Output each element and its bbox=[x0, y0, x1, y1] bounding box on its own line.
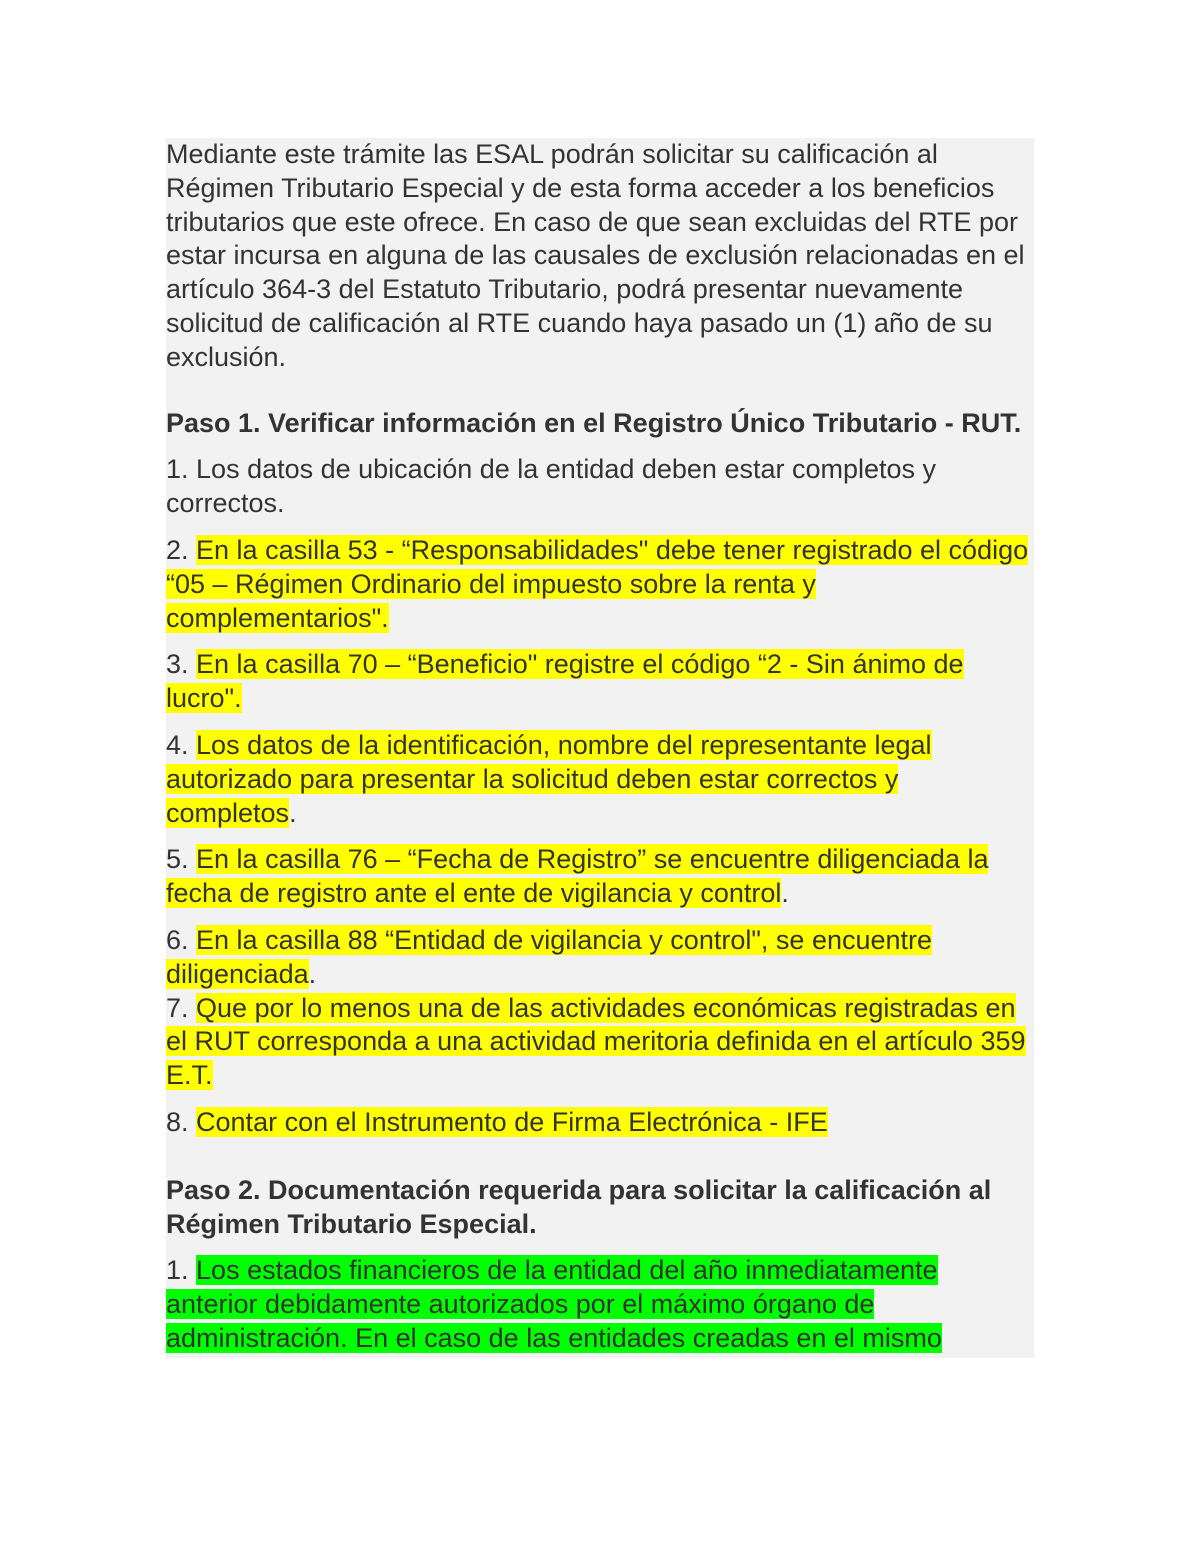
step2-item-1: 1. Los estados financieros de la entidad del año inmediatamente anterior debidamente autorizados por el máximo órgano de administración. En el caso de las entidades creadas en el mismo bbox=[166, 1255, 942, 1353]
step2-heading: Paso 2. Documentación requerida para solicitar la calificación al Régimen Tributario Especial. bbox=[166, 1174, 992, 1239]
step1-heading: Paso 1. Verificar información en el Registro Único Tributario - RUT. bbox=[166, 407, 1022, 438]
highlight-yellow: Los datos de la identificación, nombre del representante legal autorizado para presentar la solicitud deben estar correctos y completos bbox=[166, 729, 932, 828]
step1-item-7: 7. Que por lo menos una de las actividades económicas registradas en el RUT corresponda a una actividad meritoria definida en el artículo 359 E.T. bbox=[166, 992, 1026, 1091]
step1-item-4: 4. Los datos de la identificación, nombre del representante legal autorizado para presentar la solicitud deben estar correctos y completos. bbox=[166, 729, 932, 828]
step1-item-6: 6. En la casilla 88 “Entidad de vigilancia y control", se encuentre diligenciada. bbox=[166, 924, 933, 989]
highlight-green: Los estados financieros de la entidad del año inmediatamente anterior debidamente autorizados por el máximo órgano de administración. En el caso de las entidades creadas en el mismo bbox=[166, 1255, 942, 1353]
document-body bbox=[166, 138, 1034, 1358]
highlight-yellow: Contar con el Instrumento de Firma Electrónica - IFE bbox=[196, 1106, 828, 1137]
step1-item-3: 3. En la casilla 70 – “Beneficio" registre el código “2 - Sin ánimo de lucro". bbox=[166, 649, 964, 714]
highlight-yellow: Que por lo menos una de las actividades económicas registradas en el RUT corresponda a una actividad meritoria definida en el artículo 359 E.T. bbox=[166, 992, 1026, 1091]
highlight-yellow: En la casilla 76 – “Fecha de Registro” se encuentre diligenciada la fecha de registro ante el ente de vigilancia y control bbox=[166, 844, 989, 909]
step1-item-5: 5. En la casilla 76 – “Fecha de Registro” se encuentre diligenciada la fecha de registro ante el ente de vigilancia y control. bbox=[166, 844, 989, 909]
step1-item-8: 8. Contar con el Instrumento de Firma Electrónica - IFE bbox=[166, 1106, 828, 1137]
intro-paragraph: Mediante este trámite las ESAL podrán solicitar su calificación al Régimen Tributario Especial y de esta forma acceder a los beneficios tributarios que este ofrece. En caso de que sean excluidas del RTE por estar incursa en alguna de las causales de exclusión relacionadas en el artículo 364-3 del Estatuto Tributario, podrá presentar nuevamente solicitud de calificación al RTE cuando haya pasado un (1) año de su exclusión. bbox=[166, 139, 1025, 372]
highlight-yellow: En la casilla 53 - “Responsabilidades" debe tener registrado el código “05 – Régimen Ordinario del impuesto sobre la renta y complementarios". bbox=[166, 534, 1029, 633]
step1-item-2: 2. En la casilla 53 - “Responsabilidades" debe tener registrado el código “05 – Régimen Ordinario del impuesto sobre la renta y complementarios". bbox=[166, 534, 1029, 633]
highlight-yellow: En la casilla 88 “Entidad de vigilancia y control", se encuentre diligenciada bbox=[166, 924, 933, 989]
step1-item-1: 1. Los datos de ubicación de la entidad deben estar completos y correctos. bbox=[166, 454, 937, 519]
highlight-yellow: En la casilla 70 – “Beneficio" registre el código “2 - Sin ánimo de lucro". bbox=[166, 649, 964, 714]
